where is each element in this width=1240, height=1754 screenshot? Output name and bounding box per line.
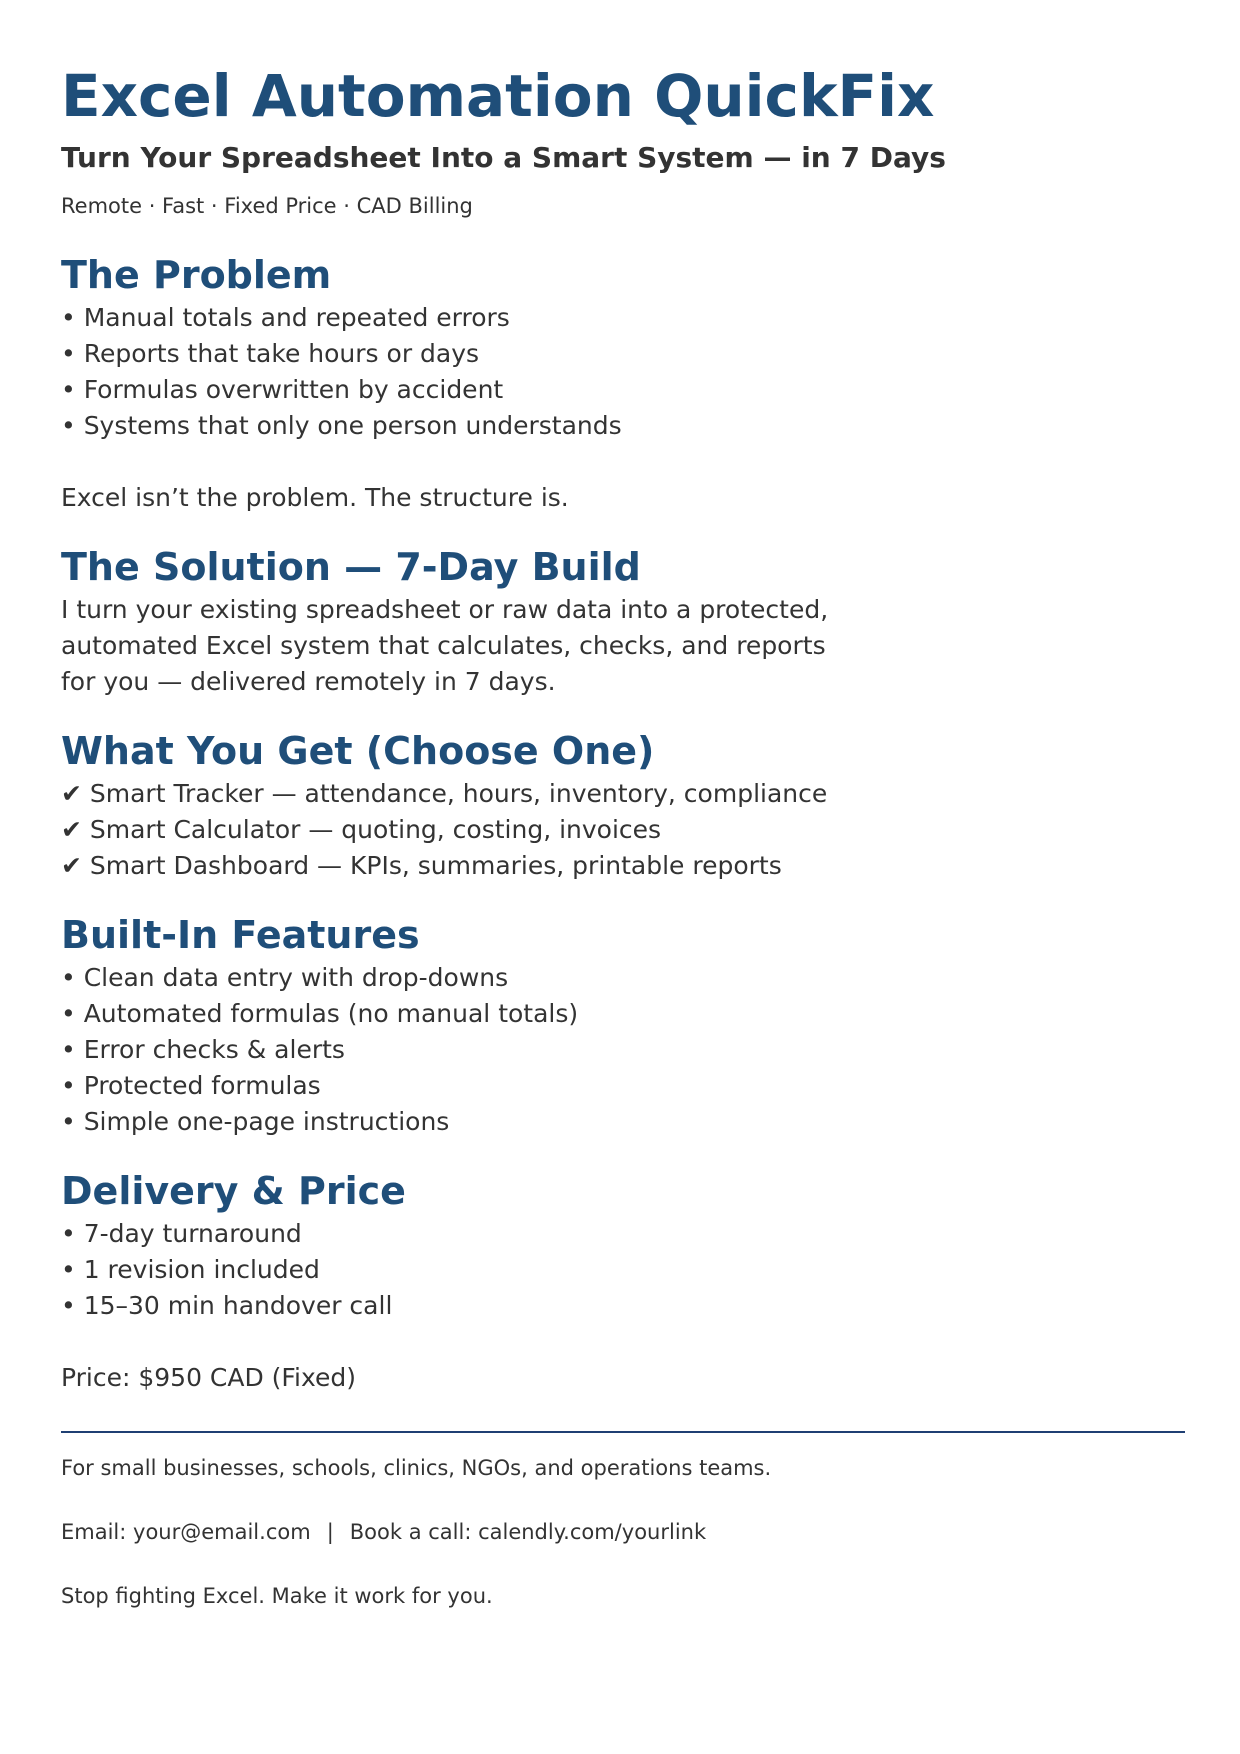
list-item: • Manual totals and repeated errors <box>61 303 510 332</box>
problem-heading: The Problem <box>61 253 332 297</box>
price-text: Price: $950 CAD (Fixed) <box>61 1363 356 1392</box>
list-item: • Simple one-page instructions <box>61 1107 450 1136</box>
offer-section <box>61 726 1193 884</box>
solution-section <box>61 542 1193 700</box>
list-item: ✔ Smart Dashboard — KPIs, summaries, printable reports <box>61 851 782 880</box>
contact-line <box>61 1518 706 1546</box>
delivery-section <box>61 1166 1193 1396</box>
page-subtitle: Turn Your Spreadsheet Into a Smart System — in 7 Days <box>61 141 946 174</box>
solution-line: I turn your existing spreadsheet or raw data into a protected, <box>61 595 829 624</box>
problem-list <box>61 300 1193 444</box>
offer-heading: What You Get (Choose One) <box>61 729 655 773</box>
list-item: • Reports that take hours or days <box>61 339 480 368</box>
list-item: • Clean data entry with drop-downs <box>61 963 509 992</box>
list-item: ✔ Smart Calculator — quoting, costing, invoices <box>61 815 662 844</box>
list-item: • 7-day turnaround <box>61 1219 302 1248</box>
offer-list <box>61 776 1193 884</box>
solution-line: automated Excel system that calculates, checks, and reports <box>61 631 826 660</box>
closing-text: Stop fighting Excel. Make it work for you. <box>61 1584 493 1608</box>
tagline: Remote · Fast · Fixed Price · CAD Billing <box>61 194 473 218</box>
list-item: • 1 revision included <box>61 1255 320 1284</box>
list-item: • Formulas overwritten by accident <box>61 375 504 404</box>
list-item: • 15–30 min handover call <box>61 1291 393 1320</box>
problem-section <box>61 250 1193 516</box>
page-title: Excel Automation QuickFix <box>61 62 935 130</box>
email-link[interactable]: Email: your@email.com <box>61 1520 311 1544</box>
list-item: • Automated formulas (no manual totals) <box>61 999 579 1028</box>
list-item: ✔ Smart Tracker — attendance, hours, inventory, compliance <box>61 779 828 808</box>
features-list <box>61 960 1193 1140</box>
solution-line: for you — delivered remotely in 7 days. <box>61 667 556 696</box>
list-item: • Error checks & alerts <box>61 1035 345 1064</box>
problem-note: Excel isn’t the problem. The structure is. <box>61 483 569 512</box>
booking-link[interactable]: Book a call: calendly.com/yourlink <box>349 1520 707 1544</box>
solution-heading: The Solution — 7-Day Build <box>61 545 641 589</box>
features-heading: Built-In Features <box>61 913 420 957</box>
delivery-heading: Delivery & Price <box>61 1169 406 1213</box>
list-item: • Protected formulas <box>61 1071 321 1100</box>
footer-divider <box>61 1431 1185 1433</box>
audience-text: For small businesses, schools, clinics, NGOs, and operations teams. <box>61 1456 772 1480</box>
contact-separator: | <box>326 1520 334 1544</box>
features-section <box>61 910 1193 1140</box>
delivery-list <box>61 1216 1193 1324</box>
list-item: • Systems that only one person understands <box>61 411 622 440</box>
